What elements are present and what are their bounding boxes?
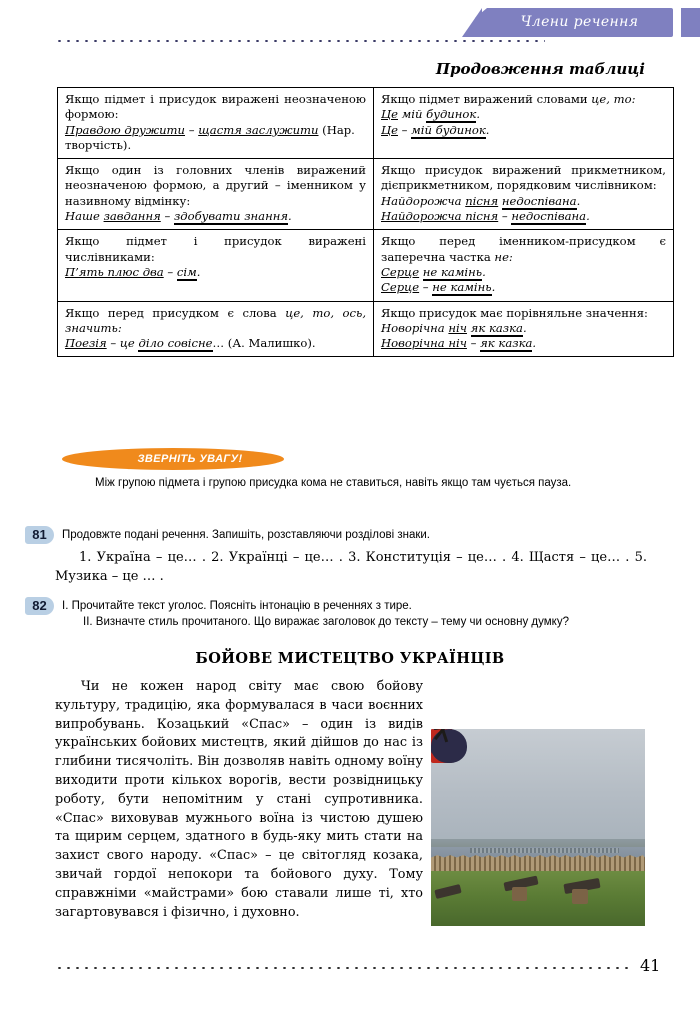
footer-dotted-rule [55, 963, 630, 969]
example-segment: Серце [381, 264, 420, 279]
example-segment: щастя заслужити [198, 122, 319, 137]
example-segment: як казка [480, 336, 533, 351]
table-cell-rule [58, 230, 374, 301]
example-sentence [381, 265, 666, 280]
rule-examples [381, 265, 666, 296]
example-sentence [381, 107, 666, 122]
header-dotted-rule [55, 36, 545, 42]
rule-text: Якщо присудок виражений прикметником, дієприкметником, порядковим числівником: [381, 163, 666, 193]
example-segment: мій будинок [411, 122, 486, 137]
example-segment: Найдорожча пісня [381, 209, 499, 224]
example-sentence [381, 321, 666, 336]
example-segment: мій [397, 107, 427, 122]
example-segment: . [485, 122, 490, 137]
exercise-82-prompt-part-2: ІІ. Визначте стиль прочитаного. Що виражає заголовок до тексту – тему чи основну думку? [83, 616, 569, 628]
example-sentence [381, 336, 666, 351]
table-cell-rule [374, 159, 674, 230]
table-row [58, 301, 674, 357]
example-segment: П’ять плюс два [65, 264, 164, 279]
example-segment: будинок [426, 107, 477, 122]
example-segment: . [288, 209, 292, 224]
example-segment: Це [381, 107, 398, 122]
rule-italic-term: це, то, ось, значить: [65, 305, 367, 335]
example-sentence [381, 209, 666, 224]
photo-grass [431, 871, 645, 926]
rule-text: Якщо перед присудком є слова це, то, ось, значить: [65, 305, 367, 335]
example-sentence [65, 336, 366, 351]
example-segment: … (А. Малишко). [212, 336, 316, 351]
photo-bridge [470, 848, 620, 852]
table-cell-rule [374, 301, 674, 357]
example-segment: – [163, 264, 177, 279]
photo-cannon-carriage [512, 887, 527, 901]
example-sentence [381, 194, 666, 209]
example-segment: пісня [465, 193, 499, 208]
rule-text: Якщо присудок має порівняльне значення: [381, 305, 648, 320]
table-cell-rule [58, 301, 374, 357]
example-segment: не камінь [432, 280, 492, 295]
example-segment: – [419, 280, 433, 295]
rule-examples [381, 321, 666, 352]
rule-examples [65, 123, 366, 154]
example-sentence [381, 280, 666, 295]
rule-text: Якщо підмет і присудок виражені числівниками: [65, 234, 366, 264]
example-segment: Поезія [65, 336, 107, 351]
example-segment: – [498, 209, 512, 224]
exercise-number-82: 82 [25, 597, 54, 615]
attention-badge [62, 448, 284, 470]
example-segment: не камінь [422, 264, 483, 279]
reading-body-text: Чи не кожен народ світу має свою бойову культуру, традицію, яка формувалася в часи воєнних випробувань. Козацький «Спас» – один із видів українських бойових мистецтв, який дійшов до нас із глибини тисячоліть. Він дозволяв навіть одному воїну виходити проти кількох ворогів, вести розвідницьку роботу, бути непомітним у стані супротивника. «Спас» виховував мужнього воїна із чистою душею та щирим серцем, здатного в будь-яку мить стати на захист свого народу. «Спас» – це світогляд козака, звичай гордої непокори та бойового духу. Тому справжніми «майстрами» бою ставали лише ті, хто загартовувався і фізично, і духовно. [55, 679, 423, 920]
table-cell-rule [374, 88, 674, 159]
example-segment: недоспівана [501, 193, 577, 208]
example-segment: Новорічна [381, 320, 449, 335]
rule-italic-term: це, то: [587, 92, 636, 106]
rule-italic-term: не: [490, 249, 513, 264]
table-row [58, 88, 674, 159]
example-segment: . [576, 193, 581, 208]
exercise-number-81: 81 [25, 526, 54, 544]
example-segment: діло совісне [138, 336, 213, 351]
example-segment: . [532, 336, 537, 351]
exercise-81-items: 1. Україна – це… . 2. Українці – це… . 3. Конституція – це… . 4. Щастя – це… . 5. Музика – це … . [55, 550, 647, 584]
page-header [0, 0, 700, 60]
example-segment: недоспівана [511, 209, 587, 224]
rule-examples [65, 209, 366, 224]
example-segment: здобувати знання [173, 209, 289, 224]
table-cell-rule [58, 159, 374, 230]
example-segment: – [397, 122, 412, 137]
example-segment: . [586, 209, 590, 224]
example-sentence [381, 123, 666, 138]
example-segment: як казка [470, 320, 523, 335]
example-segment: Серце [381, 280, 420, 295]
example-segment: – [466, 336, 481, 351]
header-edge-tab [681, 8, 700, 37]
example-segment: (Нар. творчість). [65, 122, 355, 152]
example-segment: – [185, 122, 199, 137]
rules-table-body [58, 88, 674, 357]
photo-cannon-carriage [572, 889, 588, 904]
reading-title: БОЙОВЕ МИСТЕЦТВО УКРАЇНЦІВ [195, 650, 505, 667]
rule-text: Якщо один із головних членів виражений неозначеною формою, а другий – іменником у називному відмінку: [65, 163, 366, 208]
example-segment: . [522, 320, 527, 335]
example-segment: сім [176, 264, 197, 279]
rule-examples [65, 265, 366, 280]
exercise-82-prompt-part-1: І. Прочитайте текст уголос. Поясніть інтонацію в реченнях з тире. [62, 600, 412, 612]
example-segment: Наше [65, 209, 104, 224]
example-sentence [65, 209, 366, 224]
rule-examples [65, 336, 366, 351]
example-segment: Це [381, 122, 398, 137]
example-segment: Найдорожча [381, 193, 466, 208]
rules-table [57, 87, 674, 357]
example-segment: ніч [448, 320, 467, 335]
rule-text: Якщо перед іменником-присудком є заперечна частка не: [381, 234, 666, 264]
page-number: 41 [640, 956, 661, 975]
example-segment: . [476, 107, 481, 122]
rule-examples [381, 194, 666, 225]
running-head: Члени речення [520, 14, 639, 30]
exercise-81-prompt: Продовжте подані речення. Запишіть, розставляючи розділові знаки. [62, 529, 430, 541]
table-cell-rule [58, 88, 374, 159]
example-segment: . [196, 264, 201, 279]
example-segment: завдання [103, 209, 161, 224]
cossack-photo [431, 729, 645, 926]
example-sentence [65, 123, 366, 154]
example-segment: . [491, 280, 496, 295]
table-cell-rule [374, 230, 674, 301]
example-segment: . [482, 264, 486, 279]
table-row [58, 230, 674, 301]
attention-badge-label: ЗВЕРНІТЬ УВАГУ! [137, 453, 243, 465]
attention-text: Між групою підмета і групою присудка кома не ставиться, навіть якщо там чується пауза. [95, 477, 572, 489]
example-sentence [65, 265, 366, 280]
example-segment: Новорічна ніч [381, 336, 467, 351]
rule-text: Якщо підмет виражений словами це, то: [381, 92, 636, 106]
rule-examples [381, 107, 666, 138]
table-row [58, 159, 674, 230]
example-segment: – це [106, 336, 139, 351]
rule-text: Якщо підмет і присудок виражені неозначеною формою: [65, 92, 366, 122]
example-segment: Правдою дружити [65, 122, 186, 137]
table-continuation-label: Продовження таблиці [435, 60, 645, 78]
example-segment: – [160, 209, 174, 224]
